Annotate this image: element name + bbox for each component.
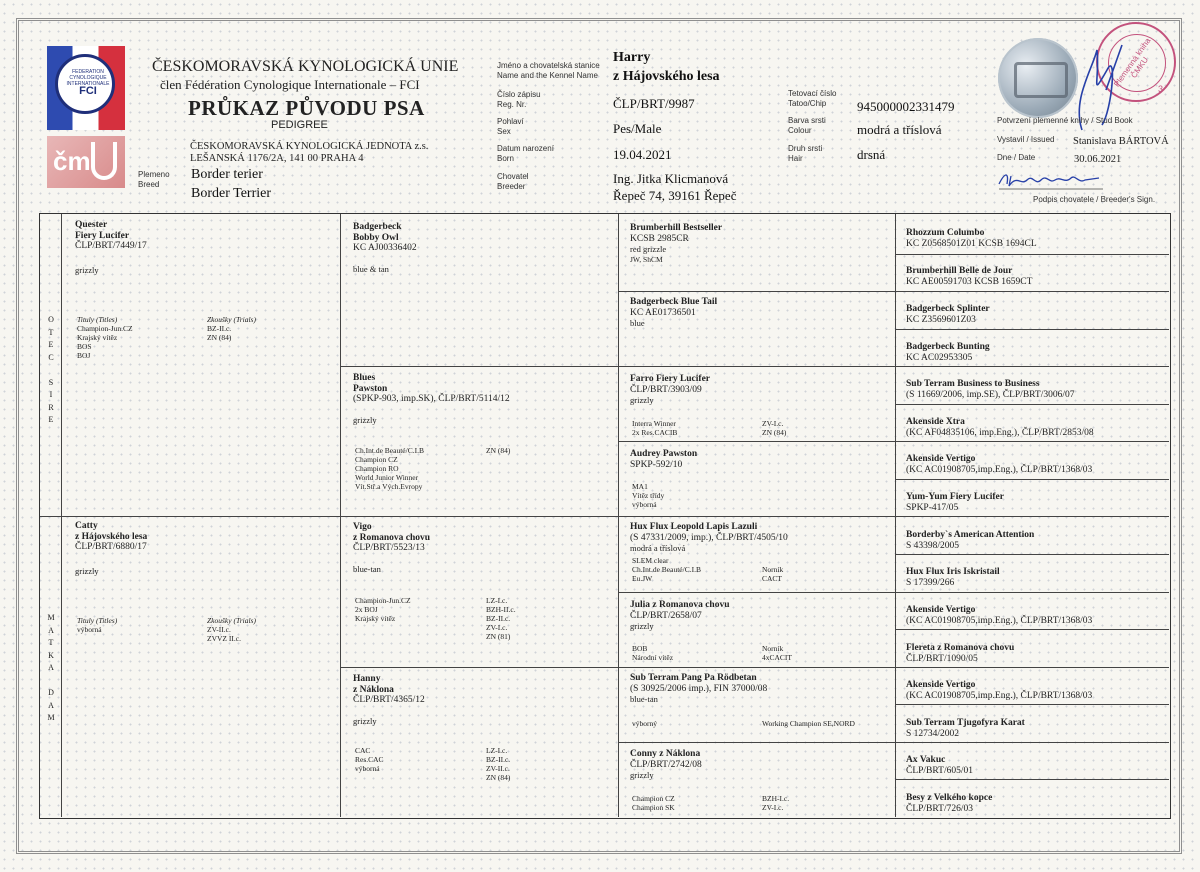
gen4-entry: Akenside Xtra (KC AF04835106, imp.Eng.), ČLP/BRT/2853/08 (906, 417, 1094, 438)
gen4-entry: Brumberhill Belle de Jour KC AE00591703 KCSB 1659CT (906, 266, 1033, 287)
born-label: Datum narození Born (497, 144, 554, 163)
org-member: člen Fédération Cynologique Internationale – FCI (160, 77, 420, 92)
gen3-trials: Working Champion SE,NORD (762, 719, 855, 728)
sire-titles-label: Tituly (Titles) (77, 315, 118, 324)
gen2-entry: Badgerbeck Bobby Owl KC AJ00336402 blue & tan (353, 222, 417, 274)
gen2-entry: Blues Pawston (SPKP-903, imp.SK), ČLP/BRT/5114/12 grizzly (353, 373, 510, 425)
gen3-entry: Hux Flux Leopold Lapis Lazuli (S 47331/2009, imp.), ČLP/BRT/4505/10 modrá a tříslová (630, 522, 788, 553)
gen3-entry: Farro Fiery Lucifer ČLP/BRT/3903/09 grizzly (630, 374, 711, 405)
dog-name: Harry (613, 50, 651, 65)
breed-club: ČESKOMORAVSKÁ KYNOLOGICKÁ JEDNOTA z.s. (190, 141, 429, 152)
gen3-entry: Julia z Romanova chovu ČLP/BRT/2658/07 grizzly (630, 600, 730, 631)
issued-label: Vystavil / Issued (997, 135, 1055, 144)
breeder-address: Řepeč 74, 39161 Řepeč (613, 188, 737, 203)
gen4-entry: Borderby`s American Attention S 43398/2005 (906, 530, 1035, 551)
pedigree-table (39, 213, 1171, 819)
gen3-entry: Audrey Pawston SPKP-592/10 (630, 449, 698, 470)
breed-cz: Border terier (191, 167, 263, 182)
gen4-entry: Yum-Yum Fiery Lucifer SPKP-417/05 (906, 492, 1004, 513)
date-value: 30.06.2021 (1074, 154, 1122, 165)
gen3-titles: výborný (632, 719, 657, 728)
gen3-trials: Norník CACT (762, 565, 784, 583)
sire-titles: Champion-Jun.CZ Krajský vítěz BOS BOJ (77, 324, 133, 360)
gen3-entry: Badgerbeck Blue Tail KC AE01736501 blue (630, 297, 718, 328)
gen4-entry: Sub Terram Tjugofyra Karat S 12734/2002 (906, 718, 1025, 739)
tattoo-label: Tetovací číslo Tatoo/Chip (788, 89, 837, 108)
dog-born: 19.04.2021 (613, 147, 672, 162)
gen3-titles: SLEM clear Ch.Int.de Beauté/C.I.B Eu.JW (632, 556, 701, 583)
hair-label: Druh srsti Hair (788, 144, 823, 163)
gen3-titles: MA1 Vítěz třídy výborná (632, 482, 665, 509)
gen4-entry: Rhozzum Columbo KC Z0568501Z01 KCSB 1694CL (906, 228, 1037, 249)
dam-entry: Catty z Hájovského lesa ČLP/BRT/6880/17 grizzly (75, 521, 148, 576)
gen4-entry: Badgerbeck Bunting KC AC02953305 (906, 342, 990, 363)
colour-label: Barva srsti Colour (788, 116, 826, 135)
name-label: Jméno a chovatelská stanice Name and the Kennel Name (497, 61, 600, 80)
gen2-trials: LZ-I.c. BZH-II.c. BZ-II.c. ZV-I.c. ZN (81) (486, 596, 516, 641)
gen2-entry: Hanny z Náklona ČLP/BRT/4365/12 grizzly (353, 674, 425, 726)
gen2-titles: CAC Res.CAC výborná (355, 746, 384, 773)
gen4-entry: Sub Terram Business to Business (S 11669/2006, imp.SE), ČLP/BRT/3006/07 (906, 379, 1075, 400)
sire-trials: BZ-II.c. ZN (84) (207, 324, 232, 342)
issued-value: Stanislava BÁRTOVÁ (1073, 136, 1169, 147)
gen2-entry: Vigo z Romanova chovu ČLP/BRT/5523/13 blue-tan (353, 522, 431, 574)
dog-reg: ČLP/BRT/9987 (613, 96, 695, 111)
gen3-trials: ZV-I.c. ZN (84) (762, 419, 787, 437)
dog-sex: Pes/Male (613, 121, 662, 136)
gen2-titles: Ch.Int.de Beauté/C.I.B Champion CZ Champion RO World Junior Winner Vít.Stř.a Vých.Evropy (355, 446, 424, 491)
gen4-entry: Akenside Vertigo (KC AC01908705,imp.Eng.), ČLP/BRT/1368/03 (906, 680, 1093, 701)
gen2-trials: ZN (84) (486, 446, 511, 455)
dog-kennel: z Hájovského lesa (613, 69, 720, 84)
dam-side-label: M A T K A D A M (47, 613, 55, 722)
sire-side-label: O T E C S I R E (48, 315, 54, 424)
gen4-entry: Besy z Velkého kopce ČLP/BRT/726/03 (906, 793, 993, 814)
sex-label: Pohlaví Sex (497, 117, 524, 136)
org-logo (47, 46, 125, 188)
tattoo-value: 945000002331479 (857, 99, 955, 114)
studbook-label: Potvrzení plemenné knihy / Stud Book (997, 116, 1133, 125)
gen4-entry: Akenside Vertigo (KC AC01908705,imp.Eng.), ČLP/BRT/1368/03 (906, 454, 1093, 475)
gen3-entry: Brumberhill Bestseller KCSB 2985CR red grizzle JW, ShCM (630, 223, 723, 264)
colour-value: modrá a tříslová (857, 122, 942, 137)
hair-value: drsná (857, 147, 886, 162)
gen3-titles: Champion CZ Champion SK (632, 794, 675, 812)
gen4-entry: Flereta z Romanova chovu ČLP/BRT/1090/05 (906, 643, 1015, 664)
gen4-entry: Hux Flux Iris Iskristail S 17399/266 (906, 567, 1000, 588)
gen4-entry: Badgerbeck Splinter KC Z3569601Z03 (906, 304, 990, 325)
breeder-sign-label: Podpis chovatele / Breeder's Sign. (1033, 195, 1156, 204)
dam-titles-label: Tituly (Titles) (77, 616, 118, 625)
doc-subtitle: PEDIGREE (271, 119, 328, 131)
doc-title: PRŮKAZ PŮVODU PSA (188, 96, 425, 120)
dam-titles: výborná (77, 625, 102, 634)
cmku-logo: čm (47, 136, 125, 188)
sire-entry: Quester Fiery Lucifer ČLP/BRT/7449/17 grizzly (75, 220, 147, 275)
gen3-entry: Sub Terram Pang Pa Rödbetan (S 30925/2006 imp.), FIN 37000/08 blue-tan (630, 673, 768, 704)
fci-logo: FEDERATION CYNOLOGIQUE INTERNATIONALE FCI (47, 46, 125, 130)
breed-label: Plemeno Breed (138, 170, 170, 189)
sire-trials-label: Zkoušky (Trials) (207, 315, 256, 324)
org-name: ČESKOMORAVSKÁ KYNOLOGICKÁ UNIE (152, 58, 459, 75)
dam-trials-label: Zkoušky (Trials) (207, 616, 256, 625)
gen3-titles: BOB Národní vítěz (632, 644, 674, 662)
gen3-trials: Norník 4xCACIT (762, 644, 792, 662)
reg-label: Číslo zápisu Reg. Nr. (497, 90, 541, 109)
gen2-trials: LZ-I.c. BZ-II.c. ZV-II.c. ZN (84) (486, 746, 511, 782)
breeder-signature (995, 168, 1105, 192)
breeder-label: Chovatel Breeder (497, 172, 529, 191)
gen4-entry: Akenside Vertigo (KC AC01908705,imp.Eng.), ČLP/BRT/1368/03 (906, 605, 1093, 626)
gen3-titles: Interra Winner 2x Res.CACIB (632, 419, 678, 437)
breeder-name: Ing. Jitka Klicmanová (613, 171, 729, 186)
breed-en: Border Terrier (191, 186, 272, 201)
club-address: LEŠANSKÁ 1176/2A, 141 00 PRAHA 4 (190, 153, 364, 164)
gen4-entry: Ax Vakuc ČLP/BRT/605/01 (906, 755, 973, 776)
gen3-entry: Conny z Náklona ČLP/BRT/2742/08 grizzly (630, 749, 702, 780)
dam-trials: ZV-II.c. ZVVZ II.c. (207, 625, 241, 643)
studbook-stamp: Plemenná kniha ČMKU 3 (1096, 22, 1176, 102)
gen2-titles: Champion-Jun.CZ 2x BOJ Krajský vítěz (355, 596, 411, 623)
date-label: Dne / Date (997, 153, 1036, 162)
gen3-trials: BZH-I.c. ZV-I.c. (762, 794, 790, 812)
